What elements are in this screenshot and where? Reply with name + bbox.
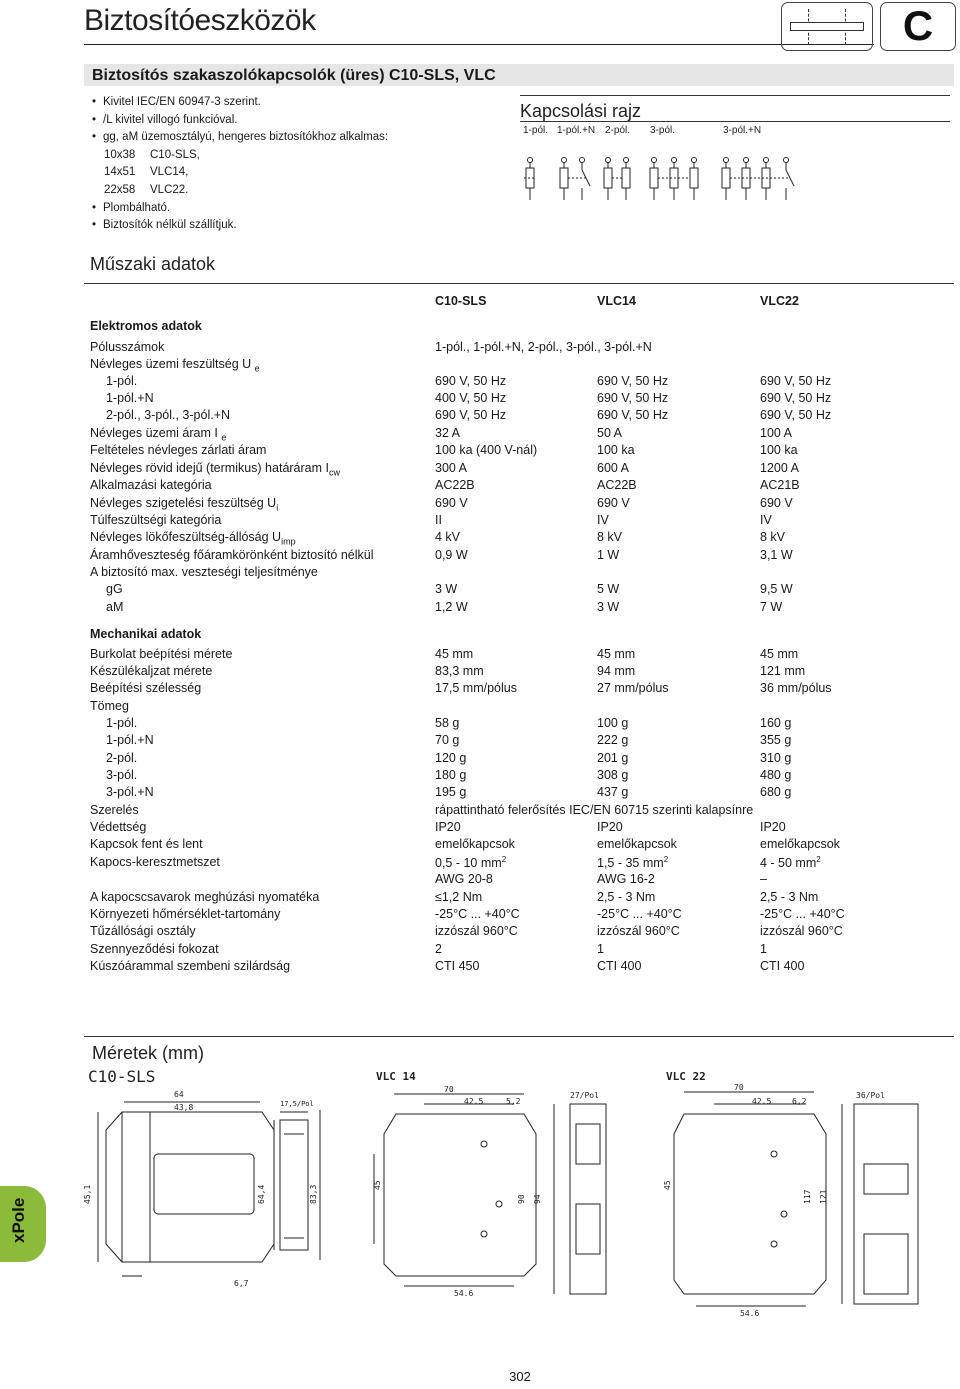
row-label: A biztosító max. veszteségi teljesítménye [90,565,318,579]
row-value: rápattintható felerősítés IEC/EN 60715 szerinti kalapsínre [435,803,754,817]
row-value: 690 V, 50 Hz [760,408,832,422]
size-model: VLC14, [150,166,189,179]
page-number [0,1369,960,1384]
row-value: 100 ka (400 V-nál) [435,443,538,457]
row-value: 121 mm [760,664,806,678]
row-label: Pólusszámok [90,340,165,354]
row-value: 32 A [435,426,461,440]
dim-value: 45 [373,1180,382,1190]
column-header-vlc22: VLC22 [760,294,799,308]
row-label: 3-pól.+N [106,785,154,799]
dim-value: 64,4 [257,1184,266,1204]
row-label: aM [106,600,124,614]
side-tab [0,1186,46,1262]
row-value: 690 V, 50 Hz [435,374,507,388]
feature-item: • Biztosítók nélkül szállítjuk. [92,217,388,235]
row-value-sup: 2 [663,855,669,864]
wiring-label-2p: 2-pól. [605,125,631,136]
row-label: Feltételes névleges zárlati áram [90,443,267,457]
row-value: 1 [597,942,604,956]
row-value: IP20 [760,820,786,834]
row-value: 100 ka [760,443,798,457]
row-label: 1-pól.+N [106,733,154,747]
dim-value: 42.5 [752,1097,772,1106]
row-label-text: Névleges rövid idejű (termikus) határáram I [90,461,329,475]
row-value: 480 g [760,768,792,782]
dim-value: 64 [174,1090,184,1099]
size-value: 14x51 [104,166,136,179]
row-value: 180 g [435,768,467,782]
row-label-sub: imp [281,536,296,547]
row-label: Áramhőveszteség főáramkörönként biztosító nélkül [90,548,374,562]
dim-value: 83,3 [309,1184,318,1204]
feature-item: • gg, aM üzemosztályú, hengeres biztosítókhoz alkalmas: [92,129,388,147]
row-value: 58 g [435,716,460,730]
row-label: Kapocs-keresztmetszet [90,855,220,869]
dim-value: 6,2 [792,1097,807,1106]
wiring-pole-fuse [722,158,794,201]
size-value: 22x58 [104,183,136,196]
row-value: IP20 [435,820,461,834]
row-label: 3-pól. [106,768,138,782]
row-value: 7 W [760,600,783,614]
wiring-pole-fuse [560,158,590,201]
row-label-sub: e [254,363,260,374]
dimension-drawings [83,1064,954,1318]
row-label: Tömeg [90,699,129,713]
row-label-sub: cw [328,467,340,478]
row-value: -25°C ... +40°C [760,907,845,921]
row-value: II [435,513,442,527]
row-value: IP20 [597,820,623,834]
row-value: emelőkapcsok [597,837,677,851]
fuse-symbol-icon [781,2,873,51]
row-value: AWG 16-2 [597,872,655,886]
dim-value: 90 [517,1194,526,1204]
row-value: 83,3 mm [435,664,484,678]
row-value: 355 g [760,733,792,747]
row-value-sup: 2 [501,855,507,864]
row-label-sub: e [221,432,227,443]
row-value: CTI 400 [597,959,642,973]
row-value: 160 g [760,716,792,730]
row-value: 45 mm [760,647,799,661]
feature-item: • Kivitel IEC/EN 60947-3 szerint. [92,94,388,112]
row-value: 201 g [597,751,629,765]
row-label-text: Névleges üzemi áram I [90,426,218,440]
row-value: 100 g [597,716,629,730]
row-label: 1-pól. [106,716,138,730]
wiring-pole-fuse [524,158,536,201]
row-value: izzószál 960°C [597,924,680,938]
row-value: 690 V [597,496,630,510]
row-value [435,855,506,870]
row-value: 9,5 W [760,582,793,596]
row-value: 70 g [435,733,460,747]
section-label: Mechanikai adatok [90,627,202,641]
row-label: Beépítési szélesség [90,681,202,695]
row-label-text: Névleges szigetelési feszültség U [90,496,277,510]
row-value: IV [597,513,609,527]
wiring-label-1pn: 1-pól.+N [557,125,596,136]
dim-value: 5,2 [506,1097,521,1106]
row-value: 690 V, 50 Hz [760,391,832,405]
dim-value: 70 [734,1083,744,1092]
row-label: Szennyeződési fokozat [90,942,219,956]
dim-value: 6,7 [234,1279,249,1288]
section-label: Elektromos adatok [90,319,202,333]
row-value [760,855,821,870]
wiring-title: Kapcsolási rajz [520,101,642,121]
row-value: 50 A [597,426,623,440]
wiring-label-3p: 3-pól. [650,125,676,136]
row-value: ≤1,2 Nm [435,890,483,904]
row-value: -25°C ... +40°C [435,907,520,921]
row-value: 600 A [597,461,629,475]
row-value: 100 ka [597,443,635,457]
row-value: 400 V, 50 Hz [435,391,507,405]
row-value: 690 V, 50 Hz [597,374,669,388]
row-value: 300 A [435,461,467,475]
category-badge: C [880,2,956,51]
row-label: A kapocscsavarok meghúzási nyomatéka [90,890,320,904]
c10sls-front-view [98,1102,274,1276]
column-header-c10sls: C10-SLS [435,294,487,308]
drawing-label-vlc22: VLC 22 [666,1070,706,1083]
row-label [90,461,340,478]
row-label-sub: i [276,502,279,513]
dim-value: 45,1 [83,1184,92,1204]
row-value: 3 W [597,600,620,614]
page-number-text: 302 [509,1369,531,1384]
row-value: – [760,872,767,886]
row-value: izzószál 960°C [760,924,843,938]
row-value: 437 g [597,785,629,799]
wiring-diagram [520,140,810,220]
row-label: 2-pól., 3-pól., 3-pól.+N [106,408,231,422]
size-value: 10x38 [104,148,136,161]
row-value: 5 W [597,582,620,596]
dim-value: 36/Pol [856,1091,885,1100]
row-value: 2 [435,942,442,956]
dim-value: 42.5 [464,1097,484,1106]
row-label: Kapcsok fent és lent [90,837,203,851]
row-value: 222 g [597,733,629,747]
header-divider [84,44,874,45]
wiring-bottom-rule [520,121,950,122]
row-label: gG [106,582,123,596]
column-header-vlc14: VLC14 [597,294,636,308]
tech-section-title: Műszaki adatok [90,254,216,274]
row-value: AC22B [435,478,475,492]
row-value: 690 V, 50 Hz [760,374,832,388]
row-value: 2,5 - 3 Nm [597,890,656,904]
tech-divider [84,283,954,284]
size-model: C10-SLS, [150,148,200,161]
row-value-sup: 2 [816,855,821,864]
row-value: CTI 450 [435,959,480,973]
row-value: 690 V, 50 Hz [597,408,669,422]
row-label: Környezeti hőmérséklet-tartomány [90,907,281,921]
drawing-label-vlc14: VLC 14 [376,1070,416,1083]
row-value: 1 [760,942,767,956]
row-value: 45 mm [597,647,636,661]
dim-value: 54.6 [740,1309,760,1318]
row-value: 17,5 mm/pólus [435,681,517,695]
row-label [90,357,260,374]
row-value: 690 V [760,496,793,510]
row-value: CTI 400 [760,959,805,973]
dim-value: 121 [819,1189,828,1204]
dim-value: 117 [803,1189,812,1204]
row-label: 1-pól.+N [106,391,154,405]
row-value: emelőkapcsok [435,837,515,851]
drawing-label-c10sls: C10-SLS [88,1067,156,1086]
row-value: 36 mm/pólus [760,681,832,695]
page-title: Biztosítóeszközök [84,4,316,37]
row-label: Kúszóárammal szembeni szilárdság [90,959,291,973]
row-value: 45 mm [435,647,474,661]
vlc14-side-view [554,1104,606,1294]
row-value: 3,1 W [760,548,793,562]
vlc14-front-view [374,1094,536,1286]
row-value: 2,5 - 3 Nm [760,890,819,904]
row-label: Tűzállósági osztály [90,924,196,938]
row-value: AC21B [760,478,800,492]
row-value: 690 V, 50 Hz [435,408,507,422]
wiring-pole-fuse [650,158,698,201]
row-label: 2-pól. [106,751,138,765]
row-value: emelőkapcsok [760,837,840,851]
row-value: 94 mm [597,664,636,678]
row-value: 27 mm/pólus [597,681,669,695]
dim-value: 70 [444,1085,454,1094]
row-label: Védettség [90,820,147,834]
row-label [90,496,278,513]
row-value: 1200 A [760,461,799,475]
vlc22-side-view [842,1104,918,1304]
row-value: 0,9 W [435,548,468,562]
row-value-text: 0,5 - 10 mm [435,856,502,871]
dim-value: 43,8 [174,1103,194,1112]
size-row [92,147,388,165]
row-label: Burkolat beépítési mérete [90,647,233,661]
product-subtitle: Biztosítós szakaszolókapcsolók (üres) C10-SLS, VLC [92,67,496,84]
row-label-text: Névleges üzemi feszültség U [90,357,252,371]
row-value: 1-pól., 1-pól.+N, 2-pól., 3-pól., 3-pól.+N [435,340,652,354]
row-label: Túlfeszültségi kategória [90,513,222,527]
row-label-text: Névleges lökőfeszültség-állóság U [90,530,282,544]
fuse-symbol-bar [790,22,864,31]
row-label [90,426,226,443]
wiring-top-rule [520,95,950,96]
row-label: Alkalmazási kategória [90,478,212,492]
row-value-text: 4 - 50 mm [760,856,817,871]
row-value: IV [760,513,772,527]
row-value [597,855,668,870]
row-value: 120 g [435,751,467,765]
row-value: 308 g [597,768,629,782]
row-value: 690 V [435,496,468,510]
row-value: 1,2 W [435,600,468,614]
row-value: 8 kV [760,530,786,544]
wiring-label-1p: 1-pól. [523,125,549,136]
dim-value: 17,5/Pol [280,1100,314,1108]
row-value: 690 V, 50 Hz [597,391,669,405]
row-value: 3 W [435,582,458,596]
dimensions-divider [84,1036,954,1037]
dim-value: 27/Pol [570,1091,599,1100]
size-model: VLC22. [150,183,189,196]
size-row [92,182,388,200]
wiring-pole-fuse [604,158,630,201]
row-value: 195 g [435,785,467,799]
feature-item: • Plombálható. [92,200,388,218]
row-value: AWG 20-8 [435,872,493,886]
row-value-text: 1,5 - 35 mm [597,856,664,871]
row-value: 8 kV [597,530,623,544]
dimensions-title: Méretek (mm) [92,1043,204,1063]
feature-item: • /L kivitel villogó funkcióval. [92,112,388,130]
row-value: 1 W [597,548,620,562]
row-value: izzószál 960°C [435,924,518,938]
dim-value: 45 [663,1180,672,1190]
row-value: 310 g [760,751,792,765]
row-label: Szerelés [90,803,139,817]
row-label: Készülékaljzat mérete [90,664,213,678]
side-tab-label: xPole [9,1197,28,1243]
row-value: 680 g [760,785,792,799]
row-label: 1-pól. [106,374,138,388]
size-row [92,164,388,182]
dim-value: 54.6 [454,1289,474,1298]
row-value: 100 A [760,426,792,440]
row-value: 4 kV [435,530,461,544]
row-label [90,530,296,547]
dim-value: 94 [533,1194,542,1204]
row-value: AC22B [597,478,637,492]
wiring-label-3pn: 3-pól.+N [723,125,762,136]
row-value: -25°C ... +40°C [597,907,682,921]
feature-list [92,94,388,235]
